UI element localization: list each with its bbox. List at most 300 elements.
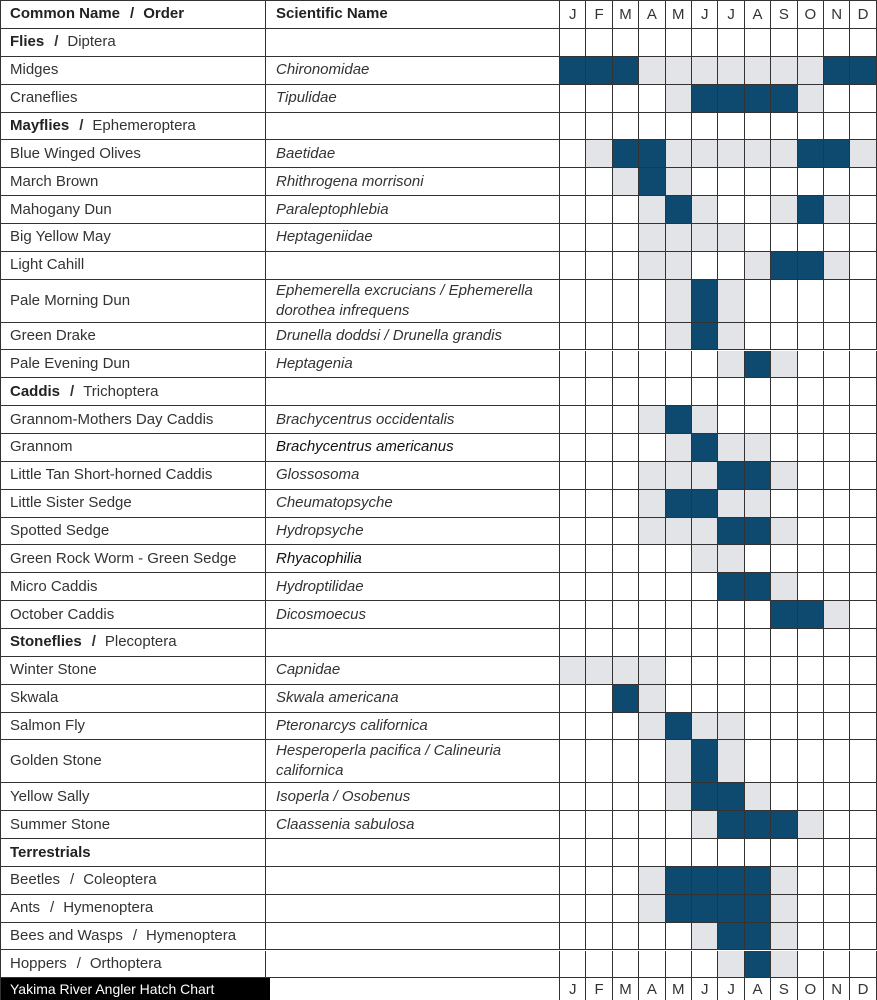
- month-cell-empty: [824, 657, 850, 685]
- footer-month-11: N: [824, 978, 850, 1000]
- month-cell-peak: [692, 490, 718, 518]
- month-cell-present: [718, 713, 744, 741]
- month-cell-present: [745, 252, 771, 280]
- header-month-3: M: [613, 0, 639, 29]
- month-cell-peak: [745, 85, 771, 113]
- month-cell-empty: [798, 351, 824, 379]
- month-cell-empty: [771, 406, 797, 434]
- month-cell-empty: [745, 629, 771, 657]
- month-cell-empty: [771, 740, 797, 783]
- month-cell-empty: [586, 685, 612, 713]
- insect-common-name: [0, 196, 266, 224]
- month-cell-peak: [798, 196, 824, 224]
- common-name: March Brown: [10, 172, 99, 190]
- month-cell-empty: [771, 490, 797, 518]
- month-cell-empty: [798, 224, 824, 252]
- month-cell-empty: [613, 867, 639, 895]
- insect-common-name: [0, 685, 266, 713]
- month-cell-empty: [798, 113, 824, 141]
- month-cell-empty: [692, 168, 718, 196]
- order-slash: /: [132, 927, 138, 945]
- month-cell-empty: [613, 280, 639, 323]
- month-cell-empty: [824, 951, 850, 979]
- month-cell-empty: [850, 196, 876, 224]
- group-name: Mayflies: [10, 116, 70, 134]
- month-cell-peak: [692, 323, 718, 351]
- insect-common-name: [0, 951, 266, 979]
- month-cell-peak: [718, 462, 744, 490]
- month-cell-peak: [745, 462, 771, 490]
- month-cell-empty: [586, 867, 612, 895]
- common-name: Craneflies: [10, 89, 78, 107]
- month-cell-empty: [798, 545, 824, 573]
- common-name: Little Sister Sedge: [10, 494, 132, 512]
- month-cell-empty: [850, 685, 876, 713]
- month-cell-empty: [586, 378, 612, 406]
- month-cell-empty: [586, 323, 612, 351]
- scientific-name: Hesperoperla pacifica / Calineuria californica: [276, 742, 502, 780]
- month-cell-empty: [586, 713, 612, 741]
- month-cell-empty: [586, 113, 612, 141]
- month-cell-empty: [798, 713, 824, 741]
- insect-common-name: [0, 280, 266, 323]
- month-cell-empty: [745, 685, 771, 713]
- month-cell-empty: [666, 573, 692, 601]
- month-cell-empty: [586, 839, 612, 867]
- month-cell-peak: [850, 57, 876, 85]
- month-cell-present: [692, 57, 718, 85]
- month-cell-present: [639, 252, 665, 280]
- month-cell-present: [692, 713, 718, 741]
- month-cell-empty: [586, 811, 612, 839]
- month-cell-present: [745, 140, 771, 168]
- month-cell-present: [692, 518, 718, 546]
- month-cell-empty: [824, 462, 850, 490]
- month-cell-empty: [560, 113, 586, 141]
- month-cell-empty: [560, 629, 586, 657]
- scientific-name: Baetidae: [276, 144, 336, 162]
- month-cell-empty: [560, 713, 586, 741]
- month-cell-empty: [850, 811, 876, 839]
- month-cell-empty: [560, 29, 586, 57]
- month-cell-empty: [771, 378, 797, 406]
- month-cell-present: [718, 740, 744, 783]
- order-name: Hymenoptera: [146, 927, 237, 945]
- month-cell-empty: [824, 923, 850, 951]
- month-cell-present: [798, 57, 824, 85]
- header-slash: /: [130, 5, 135, 22]
- month-cell-empty: [771, 783, 797, 811]
- month-cell-present: [639, 657, 665, 685]
- month-cell-present: [850, 140, 876, 168]
- month-cell-empty: [824, 113, 850, 141]
- common-name: Green Drake: [10, 327, 96, 345]
- month-cell-present: [666, 85, 692, 113]
- month-cell-present: [824, 601, 850, 629]
- month-cell-empty: [692, 839, 718, 867]
- month-cell-present: [718, 323, 744, 351]
- month-cell-peak: [692, 434, 718, 462]
- month-cell-present: [718, 280, 744, 323]
- month-cell-present: [639, 196, 665, 224]
- month-cell-peak: [718, 895, 744, 923]
- month-cell-peak: [666, 867, 692, 895]
- month-cell-peak: [824, 140, 850, 168]
- month-cell-present: [692, 140, 718, 168]
- month-cell-empty: [798, 323, 824, 351]
- month-cell-present: [692, 923, 718, 951]
- month-cell-empty: [850, 740, 876, 783]
- month-cell-empty: [850, 713, 876, 741]
- group-header-row: [0, 629, 266, 657]
- month-cell-empty: [798, 685, 824, 713]
- month-cell-empty: [798, 783, 824, 811]
- group-name: Flies: [10, 33, 45, 51]
- month-cell-empty: [639, 923, 665, 951]
- month-cell-empty: [718, 252, 744, 280]
- header-month-9: S: [771, 0, 797, 29]
- month-cell-empty: [639, 740, 665, 783]
- insect-common-name: [0, 867, 266, 895]
- month-cell-empty: [692, 629, 718, 657]
- month-cell-empty: [666, 29, 692, 57]
- month-cell-empty: [613, 545, 639, 573]
- month-cell-peak: [745, 351, 771, 379]
- month-cell-empty: [824, 740, 850, 783]
- month-cell-empty: [850, 783, 876, 811]
- month-cell-empty: [560, 783, 586, 811]
- month-cell-empty: [850, 657, 876, 685]
- month-cell-empty: [745, 657, 771, 685]
- month-cell-empty: [798, 740, 824, 783]
- month-cell-present: [718, 545, 744, 573]
- month-cell-present: [771, 351, 797, 379]
- order-name: Coleoptera: [83, 871, 157, 889]
- month-cell-peak: [586, 57, 612, 85]
- group-order: Trichoptera: [83, 382, 159, 400]
- month-cell-empty: [586, 490, 612, 518]
- month-cell-empty: [613, 224, 639, 252]
- month-cell-peak: [745, 951, 771, 979]
- common-name: Skwala: [10, 689, 59, 707]
- month-cell-peak: [613, 140, 639, 168]
- month-cell-peak: [666, 713, 692, 741]
- month-cell-present: [771, 57, 797, 85]
- month-cell-empty: [666, 839, 692, 867]
- month-cell-peak: [666, 406, 692, 434]
- month-cell-empty: [586, 923, 612, 951]
- month-cell-peak: [718, 573, 744, 601]
- month-cell-empty: [824, 29, 850, 57]
- month-cell-present: [798, 811, 824, 839]
- month-cell-empty: [850, 323, 876, 351]
- month-cell-empty: [666, 685, 692, 713]
- month-cell-peak: [718, 811, 744, 839]
- month-cell-present: [613, 168, 639, 196]
- group-order: Ephemeroptera: [92, 116, 196, 134]
- month-cell-empty: [824, 378, 850, 406]
- month-cell-empty: [771, 29, 797, 57]
- month-cell-present: [666, 783, 692, 811]
- month-cell-empty: [798, 923, 824, 951]
- month-cell-empty: [850, 867, 876, 895]
- month-cell-empty: [771, 323, 797, 351]
- group-name: Terrestrials: [10, 843, 91, 861]
- month-cell-present: [771, 923, 797, 951]
- month-cell-empty: [613, 839, 639, 867]
- month-cell-empty: [824, 168, 850, 196]
- month-cell-present: [666, 434, 692, 462]
- month-cell-empty: [798, 573, 824, 601]
- header-scientific-name: Scientific Name: [266, 0, 560, 29]
- month-cell-empty: [824, 323, 850, 351]
- chart-title: Yakima River Angler Hatch Chart: [0, 978, 270, 1000]
- month-cell-empty: [745, 839, 771, 867]
- month-cell-present: [639, 224, 665, 252]
- month-cell-empty: [824, 224, 850, 252]
- month-cell-empty: [824, 783, 850, 811]
- month-cell-empty: [718, 601, 744, 629]
- scientific-name-cell: [266, 462, 560, 490]
- month-cell-peak: [613, 685, 639, 713]
- month-cell-peak: [745, 895, 771, 923]
- insect-common-name: [0, 490, 266, 518]
- month-cell-empty: [824, 490, 850, 518]
- month-cell-present: [718, 351, 744, 379]
- scientific-name-cell: [266, 29, 560, 57]
- insect-common-name: [0, 923, 266, 951]
- month-cell-peak: [692, 783, 718, 811]
- month-cell-peak: [718, 867, 744, 895]
- month-cell-empty: [850, 573, 876, 601]
- month-cell-empty: [850, 462, 876, 490]
- month-cell-peak: [639, 168, 665, 196]
- scientific-name: Rhyacophilia: [276, 549, 362, 567]
- month-cell-empty: [745, 740, 771, 783]
- header-month-8: A: [745, 0, 771, 29]
- month-cell-empty: [771, 280, 797, 323]
- month-cell-empty: [692, 378, 718, 406]
- common-name: Big Yellow May: [10, 228, 111, 246]
- month-cell-empty: [824, 545, 850, 573]
- scientific-name-cell: [266, 685, 560, 713]
- month-cell-empty: [850, 434, 876, 462]
- scientific-name-cell: [266, 140, 560, 168]
- month-cell-empty: [560, 406, 586, 434]
- month-cell-empty: [771, 839, 797, 867]
- month-cell-present: [666, 168, 692, 196]
- footer-month-7: J: [718, 978, 744, 1000]
- month-cell-empty: [666, 951, 692, 979]
- scientific-name: Heptageniidae: [276, 228, 373, 246]
- month-cell-peak: [745, 923, 771, 951]
- month-cell-empty: [798, 434, 824, 462]
- month-cell-present: [718, 57, 744, 85]
- scientific-name-cell: [266, 518, 560, 546]
- insect-common-name: [0, 545, 266, 573]
- month-cell-empty: [560, 923, 586, 951]
- month-cell-empty: [613, 462, 639, 490]
- month-cell-empty: [850, 629, 876, 657]
- header-month-12: D: [850, 0, 876, 29]
- scientific-name-cell: [266, 545, 560, 573]
- month-cell-empty: [613, 323, 639, 351]
- scientific-name-cell: [266, 867, 560, 895]
- month-cell-empty: [692, 951, 718, 979]
- month-cell-present: [639, 462, 665, 490]
- month-cell-present: [560, 657, 586, 685]
- month-cell-empty: [745, 323, 771, 351]
- insect-common-name: [0, 323, 266, 351]
- scientific-name: Paraleptophlebia: [276, 200, 389, 218]
- order-slash: /: [76, 954, 81, 972]
- month-cell-empty: [824, 406, 850, 434]
- scientific-name: Hydroptilidae: [276, 577, 364, 595]
- month-cell-empty: [824, 351, 850, 379]
- insect-common-name: [0, 57, 266, 85]
- scientific-name: Heptagenia: [276, 354, 353, 372]
- month-cell-empty: [639, 573, 665, 601]
- month-cell-peak: [692, 867, 718, 895]
- month-cell-present: [824, 196, 850, 224]
- month-cell-empty: [718, 839, 744, 867]
- header-month-10: O: [798, 0, 824, 29]
- month-cell-present: [771, 140, 797, 168]
- month-cell-peak: [798, 140, 824, 168]
- common-name: Hoppers: [10, 954, 67, 972]
- month-cell-empty: [560, 740, 586, 783]
- scientific-name: Pteronarcys californica: [276, 716, 428, 734]
- scientific-name-cell: [266, 601, 560, 629]
- footer-month-1: J: [560, 978, 586, 1000]
- month-cell-peak: [613, 57, 639, 85]
- scientific-name-cell: [266, 657, 560, 685]
- month-cell-present: [718, 951, 744, 979]
- month-cell-empty: [560, 685, 586, 713]
- month-cell-empty: [718, 168, 744, 196]
- scientific-name-cell: [266, 406, 560, 434]
- month-cell-empty: [666, 811, 692, 839]
- month-cell-peak: [692, 740, 718, 783]
- scientific-name: Capnidae: [276, 661, 341, 679]
- month-cell-empty: [718, 629, 744, 657]
- month-cell-empty: [850, 168, 876, 196]
- month-cell-empty: [666, 657, 692, 685]
- month-cell-empty: [666, 113, 692, 141]
- scientific-name-cell: [266, 490, 560, 518]
- month-cell-empty: [745, 378, 771, 406]
- footer-month-12: D: [850, 978, 876, 1000]
- scientific-name-cell: [266, 168, 560, 196]
- common-name: Midges: [10, 61, 59, 79]
- month-cell-empty: [824, 811, 850, 839]
- month-cell-empty: [718, 113, 744, 141]
- scientific-name: Tipulidae: [276, 89, 337, 107]
- insect-common-name: [0, 140, 266, 168]
- month-cell-present: [639, 867, 665, 895]
- month-cell-empty: [798, 462, 824, 490]
- group-header-row: [0, 839, 266, 867]
- common-name: Micro Caddis: [10, 577, 98, 595]
- header-month-1: J: [560, 0, 586, 29]
- insect-common-name: [0, 740, 266, 783]
- month-cell-peak: [718, 783, 744, 811]
- scientific-name-cell: [266, 323, 560, 351]
- month-cell-peak: [771, 811, 797, 839]
- header-order-label: Order: [143, 5, 185, 22]
- month-cell-empty: [639, 113, 665, 141]
- scientific-name-cell: [266, 378, 560, 406]
- month-cell-empty: [745, 545, 771, 573]
- month-cell-empty: [613, 196, 639, 224]
- month-cell-present: [692, 545, 718, 573]
- scientific-name: Chironomidae: [276, 61, 370, 79]
- month-cell-empty: [666, 378, 692, 406]
- insect-common-name: [0, 783, 266, 811]
- common-name: Light Cahill: [10, 256, 85, 274]
- month-cell-empty: [798, 629, 824, 657]
- scientific-name: Hydropsyche: [276, 522, 364, 540]
- month-cell-present: [639, 490, 665, 518]
- month-cell-empty: [745, 280, 771, 323]
- scientific-name-cell: [266, 629, 560, 657]
- month-cell-present: [771, 462, 797, 490]
- month-cell-empty: [771, 434, 797, 462]
- month-cell-empty: [745, 224, 771, 252]
- month-cell-empty: [692, 657, 718, 685]
- month-cell-present: [718, 490, 744, 518]
- month-cell-empty: [560, 140, 586, 168]
- month-cell-empty: [639, 378, 665, 406]
- month-cell-empty: [718, 406, 744, 434]
- month-cell-peak: [692, 895, 718, 923]
- month-cell-empty: [745, 713, 771, 741]
- scientific-name-cell: [266, 573, 560, 601]
- month-cell-empty: [745, 601, 771, 629]
- insect-common-name: [0, 573, 266, 601]
- month-cell-empty: [560, 434, 586, 462]
- common-name: Golden Stone: [10, 752, 102, 770]
- group-name: Stoneflies: [10, 633, 82, 651]
- month-cell-empty: [798, 378, 824, 406]
- month-cell-present: [639, 406, 665, 434]
- header-month-11: N: [824, 0, 850, 29]
- month-cell-present: [718, 140, 744, 168]
- month-cell-empty: [850, 224, 876, 252]
- month-cell-empty: [613, 601, 639, 629]
- scientific-name-cell: [266, 895, 560, 923]
- month-cell-empty: [771, 113, 797, 141]
- month-cell-peak: [692, 280, 718, 323]
- footer-month-3: M: [613, 978, 639, 1000]
- month-cell-present: [771, 867, 797, 895]
- month-cell-empty: [824, 518, 850, 546]
- month-cell-empty: [850, 280, 876, 323]
- group-order: Diptera: [67, 33, 116, 51]
- month-cell-present: [692, 406, 718, 434]
- month-cell-empty: [560, 545, 586, 573]
- month-cell-empty: [718, 29, 744, 57]
- common-name: Pale Morning Dun: [10, 291, 131, 309]
- month-cell-empty: [586, 518, 612, 546]
- month-cell-peak: [745, 811, 771, 839]
- order-slash: /: [50, 899, 55, 917]
- common-name: Winter Stone: [10, 661, 97, 679]
- scientific-name-cell: [266, 923, 560, 951]
- month-cell-empty: [639, 629, 665, 657]
- month-cell-present: [771, 895, 797, 923]
- common-name: Grannom-Mothers Day Caddis: [10, 410, 214, 428]
